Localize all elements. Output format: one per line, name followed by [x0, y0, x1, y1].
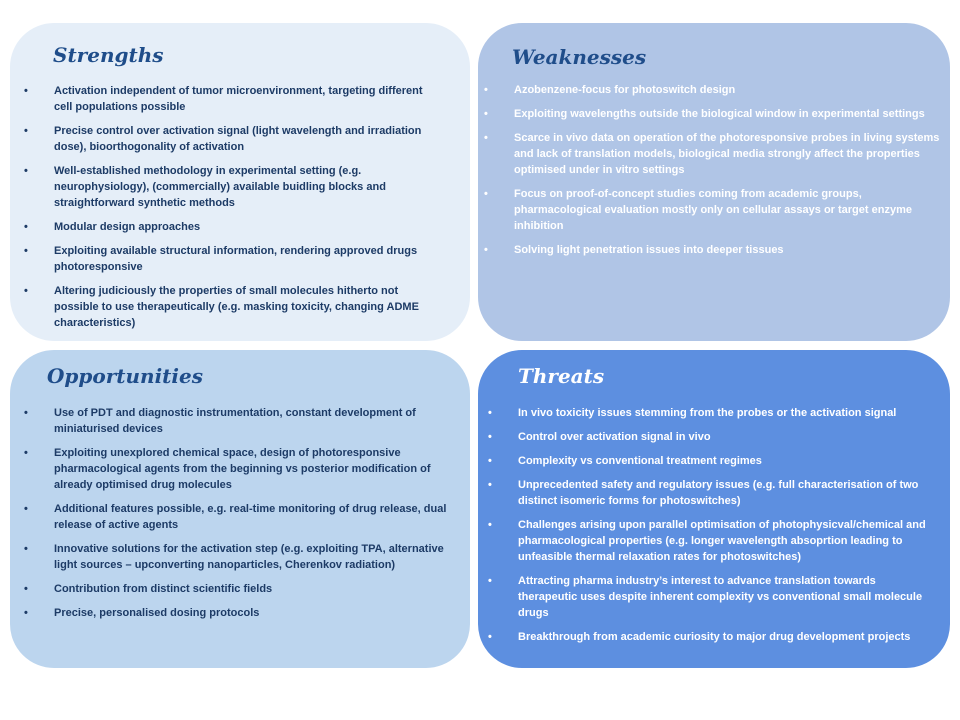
list-item-text: Precise, personalised dosing protocols — [54, 607, 260, 619]
list-item — [24, 445, 454, 493]
bullet-icon: • — [24, 543, 28, 555]
list-item — [24, 405, 454, 437]
list-item-text: In vivo toxicity issues stemming from the probes or the activation signal — [518, 407, 897, 419]
list-item-text: Solving light penetration issues into deeper tissues — [514, 244, 784, 256]
list-item-text: Activation independent of tumor microenvironment, targeting different cell populations possible — [54, 85, 423, 113]
list-item-text: Exploiting unexplored chemical space, design of photoresponsive pharmacological agents from the beginning vs posterior modification of already optimised drug molecules — [54, 447, 431, 491]
bullet-icon: • — [488, 479, 492, 491]
bullet-icon: • — [24, 221, 28, 233]
threats-quadrant — [476, 348, 952, 670]
weaknesses-list — [484, 82, 950, 266]
list-item — [484, 130, 950, 178]
bullet-icon: • — [488, 431, 492, 443]
bullet-icon: • — [24, 607, 28, 619]
list-item-text: Challenges arising upon parallel optimisation of photophysicval/chemical and pharmacological properties (e.g. longer wavelength absoprtion leading to unfeasible thermal relaxation rates for photoswitches) — [518, 519, 926, 563]
list-item-text: Scarce in vivo data on operation of the photoresponsive probes in living systems and lack of translation models, biological media strongly affect the properties optimised under in vitro settings — [514, 132, 940, 176]
list-item — [24, 283, 424, 331]
list-item — [24, 219, 424, 235]
list-item — [24, 243, 424, 275]
list-item-text: Unprecedented safety and regulatory issues (e.g. full characterisation of two distinct isomeric forms for photoswitches) — [518, 479, 919, 507]
bullet-icon: • — [24, 125, 28, 137]
bullet-icon: • — [24, 85, 28, 97]
list-item-text: Use of PDT and diagnostic instrumentation, constant development of miniaturised devices — [54, 407, 416, 435]
list-item-text: Control over activation signal in vivo — [518, 431, 711, 443]
list-item-text: Contribution from distinct scientific fields — [54, 583, 273, 595]
list-item-text: Innovative solutions for the activation step (e.g. exploiting TPA, alternative light sources – upconverting nanoparticles, Cherenkov radiation) — [54, 543, 444, 571]
weaknesses-title: Weaknesses — [512, 45, 647, 69]
list-item — [24, 541, 454, 573]
weaknesses-quadrant — [476, 21, 952, 343]
list-item — [488, 453, 938, 469]
bullet-icon: • — [24, 583, 28, 595]
threats-title: Threats — [518, 364, 605, 388]
list-item — [488, 517, 938, 565]
bullet-icon: • — [488, 455, 492, 467]
bullet-icon: • — [24, 245, 28, 257]
list-item — [488, 405, 938, 421]
list-item-text: Precise control over activation signal (light wavelength and irradiation dose), bioorthogonality of activation — [54, 125, 422, 153]
threats-list — [488, 405, 938, 653]
list-item-text: Complexity vs conventional treatment regimes — [518, 455, 762, 467]
list-item-text: Altering judiciously the properties of small molecules hitherto not possible to use therapeutically (e.g. masking toxicity, changing ADME characteristics) — [54, 285, 419, 329]
bullet-icon: • — [24, 503, 28, 515]
bullet-icon: • — [484, 132, 488, 144]
bullet-icon: • — [484, 244, 488, 256]
bullet-icon: • — [24, 447, 28, 459]
list-item-text: Exploiting wavelengths outside the biological window in experimental settings — [514, 108, 925, 120]
list-item — [24, 501, 454, 533]
list-item — [24, 83, 424, 115]
opportunities-list — [24, 405, 454, 629]
list-item — [488, 573, 938, 621]
strengths-title: Strengths — [53, 43, 164, 67]
list-item-text: Exploiting available structural information, rendering approved drugs photoresponsive — [54, 245, 418, 273]
bullet-icon: • — [488, 631, 492, 643]
bullet-icon: • — [24, 285, 28, 297]
list-item — [484, 82, 950, 98]
list-item-text: Breakthrough from academic curiosity to major drug development projects — [518, 631, 911, 643]
list-item — [484, 106, 950, 122]
list-item — [488, 429, 938, 445]
bullet-icon: • — [24, 407, 28, 419]
list-item — [488, 629, 938, 645]
bullet-icon: • — [488, 407, 492, 419]
bullet-icon: • — [488, 575, 492, 587]
strengths-quadrant — [8, 21, 472, 343]
list-item — [24, 605, 454, 621]
list-item — [24, 123, 424, 155]
bullet-icon: • — [484, 84, 488, 96]
list-item-text: Focus on proof-of-concept studies coming from academic groups, pharmacological evaluation mostly only on cellular assays or target enzyme inhibition — [514, 188, 912, 232]
opportunities-title: Opportunities — [47, 364, 204, 388]
list-item — [484, 242, 950, 258]
list-item-text: Modular design approaches — [54, 221, 201, 233]
list-item-text: Attracting pharma industry’s interest to advance translation towards therapeutic uses despite inherent complexity vs conventional small molecule drugs — [518, 575, 923, 619]
opportunities-quadrant — [8, 348, 472, 670]
list-item — [24, 163, 424, 211]
list-item — [484, 186, 950, 234]
bullet-icon: • — [488, 519, 492, 531]
list-item — [488, 477, 938, 509]
list-item-text: Well-established methodology in experimental setting (e.g. neurophysiology), (commercially) available buidling blocks and straightforward synthetic methods — [54, 165, 386, 209]
strengths-list — [24, 83, 424, 339]
list-item — [24, 581, 454, 597]
bullet-icon: • — [484, 108, 488, 120]
list-item-text: Additional features possible, e.g. real-time monitoring of drug release, dual release of active agents — [54, 503, 447, 531]
bullet-icon: • — [24, 165, 28, 177]
bullet-icon: • — [484, 188, 488, 200]
list-item-text: Azobenzene-focus for photoswitch design — [514, 84, 736, 96]
